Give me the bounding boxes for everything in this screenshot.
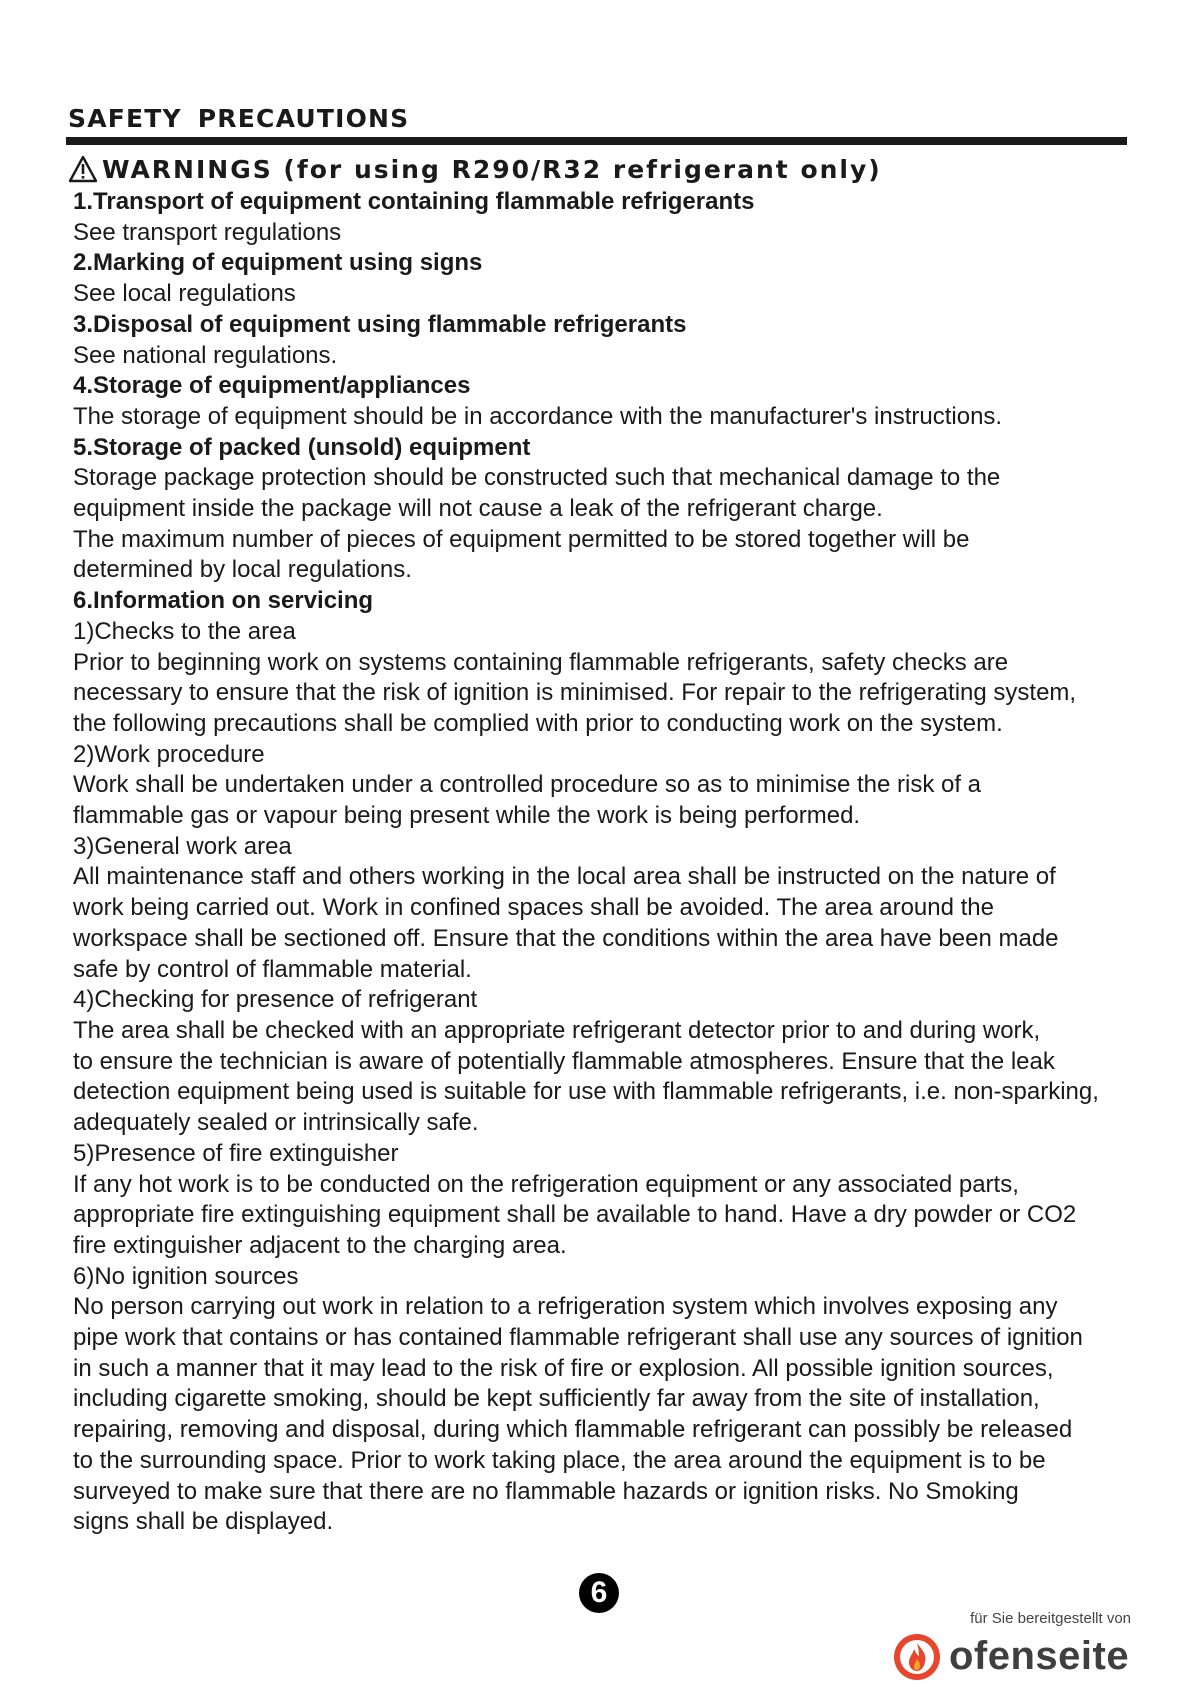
body-line: repairing, removing and disposal, during which flammable refrigerant can possibly be released bbox=[73, 1416, 1073, 1444]
body-line: equipment inside the package will not cause a leak of the refrigerant charge. bbox=[73, 495, 883, 523]
body-line: The storage of equipment should be in accordance with the manufacturer's instructions. bbox=[73, 402, 1003, 430]
safety-content bbox=[73, 187, 1133, 1538]
body-line: work being carried out. Work in confined spaces shall be avoided. The area around the bbox=[73, 894, 994, 922]
section-heading: 5.Storage of packed (unsold) equipment bbox=[73, 433, 531, 461]
warning-heading bbox=[68, 152, 882, 186]
section-heading: 1.Transport of equipment containing flammable refrigerants bbox=[73, 188, 755, 215]
section-heading: 4.Storage of equipment/appliances bbox=[73, 372, 471, 400]
body-line: fire extinguisher adjacent to the charging area. bbox=[73, 1231, 567, 1259]
body-line: 6)No ignition sources bbox=[73, 1262, 299, 1290]
body-line: the following precautions shall be complied with prior to conducting work on the system. bbox=[73, 709, 1003, 737]
warning-triangle-icon bbox=[68, 155, 98, 183]
body-line: All maintenance staff and others working in the local area shall be instructed on the nature of bbox=[73, 863, 1056, 891]
page-title: SAFETY PRECAUTIONS bbox=[68, 104, 410, 133]
body-line: surveyed to make sure that there are no flammable hazards or ignition risks. No Smoking bbox=[73, 1477, 1019, 1505]
section-heading: 2.Marking of equipment using signs bbox=[73, 249, 483, 277]
body-line: to the surrounding space. Prior to work taking place, the area around the equipment is to be bbox=[73, 1446, 1046, 1474]
body-line: 1)Checks to the area bbox=[73, 617, 296, 645]
body-line: 2)Work procedure bbox=[73, 740, 265, 768]
body-line: including cigarette smoking, should be kept sufficiently far away from the site of installation, bbox=[73, 1385, 1040, 1413]
warning-heading-text: WARNINGS (for using R290/R32 refrigerant only) bbox=[102, 154, 882, 184]
body-line: The area shall be checked with an appropriate refrigerant detector prior to and during work, bbox=[73, 1016, 1041, 1044]
body-line: 3)General work area bbox=[73, 832, 292, 860]
body-line: No person carrying out work in relation to a refrigeration system which involves exposing any bbox=[73, 1293, 1058, 1321]
body-line: Storage package protection should be constructed such that mechanical damage to the bbox=[73, 464, 1001, 492]
section-heading: 6.Information on servicing bbox=[73, 587, 374, 615]
body-line: Prior to beginning work on systems containing flammable refrigerants, safety checks are bbox=[73, 648, 1009, 676]
body-line: pipe work that contains or has contained flammable refrigerant shall use any sources of ignition bbox=[73, 1324, 1083, 1352]
body-line: 4)Checking for presence of refrigerant bbox=[73, 986, 478, 1014]
body-line: workspace shall be sectioned off. Ensure that the conditions within the area have been made bbox=[73, 924, 1059, 952]
body-line: 5)Presence of fire extinguisher bbox=[73, 1139, 399, 1167]
body-line: adequately sealed or intrinsically safe. bbox=[73, 1109, 479, 1137]
title-rule bbox=[66, 137, 1127, 145]
body-line: See national regulations. bbox=[73, 341, 338, 369]
body-line: detection equipment being used is suitable for use with flammable refrigerants, i.e. non-sparking, bbox=[73, 1078, 1099, 1106]
section-heading: 3.Disposal of equipment using flammable refrigerants bbox=[73, 310, 687, 338]
brand-block[interactable] bbox=[891, 1610, 1131, 1684]
brand-name: ofenseite bbox=[949, 1634, 1130, 1678]
body-line: signs shall be displayed. bbox=[73, 1508, 334, 1536]
page-number: 6 bbox=[579, 1573, 619, 1613]
body-line: See local regulations bbox=[73, 280, 296, 308]
body-line: If any hot work is to be conducted on the refrigeration equipment or any associated parts, bbox=[73, 1170, 1019, 1198]
body-line: safe by control of flammable material. bbox=[73, 955, 472, 983]
body-line: to ensure the technician is aware of potentially flammable atmospheres. Ensure that the leak bbox=[73, 1047, 1055, 1075]
body-line: determined by local regulations. bbox=[73, 556, 412, 584]
body-line: Work shall be undertaken under a controlled procedure so as to minimise the risk of a bbox=[73, 771, 982, 799]
flame-logo-icon bbox=[891, 1630, 943, 1682]
body-line: flammable gas or vapour being present while the work is being performed. bbox=[73, 802, 861, 830]
body-line: See transport regulations bbox=[73, 218, 342, 246]
brand-caption: für Sie bereitgestellt von bbox=[970, 1610, 1131, 1627]
body-line: necessary to ensure that the risk of ignition is minimised. For repair to the refrigerating system, bbox=[73, 679, 1077, 707]
body-line: in such a manner that it may lead to the risk of fire or explosion. All possible ignition sources, bbox=[73, 1354, 1054, 1382]
body-line: appropriate fire extinguishing equipment shall be available to hand. Have a dry powder or CO2 bbox=[73, 1201, 1077, 1229]
body-line: The maximum number of pieces of equipment permitted to be stored together will be bbox=[73, 525, 970, 553]
